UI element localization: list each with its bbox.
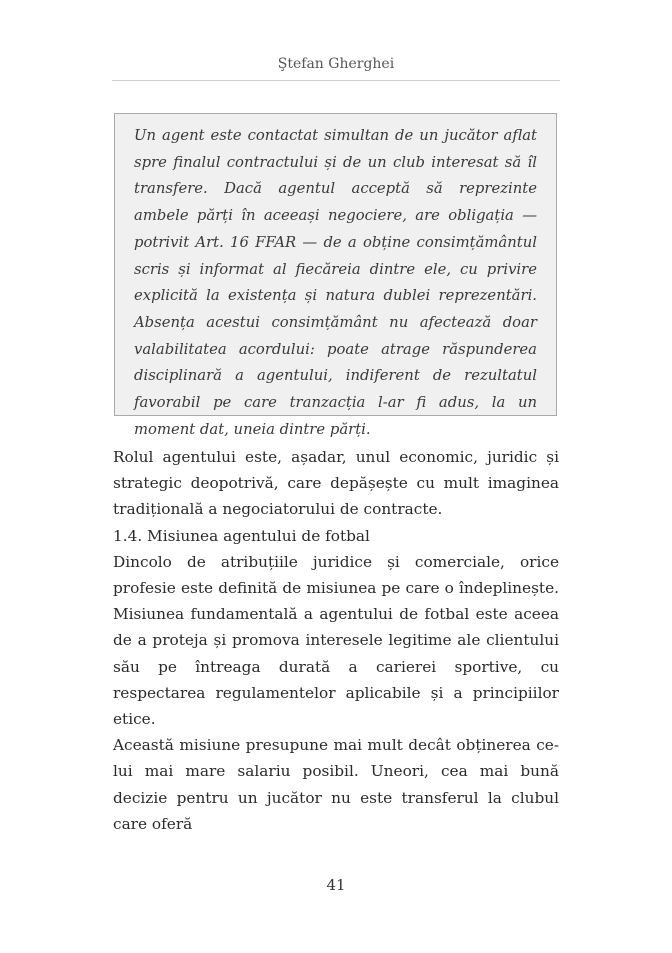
paragraph-mission: Dincolo de atribuțiile juridice și comerciale, orice profesie este definită de misiunea pe care o îndeplinește. Misiunea fundamentală a agentului de fotbal este aceea de a proteja și promova interesele legitime ale clientului său pe întreaga durată a carierei sportive, cu respectarea regulamentelor aplicabile și a principiilor etice. [113, 552, 559, 729]
page-number: 41 [326, 876, 346, 894]
section-heading: 1.4. Misiunea agentului de fotbal [113, 526, 370, 545]
running-header-author: Ştefan Gherghei [277, 56, 395, 72]
callout-text: Un agent este contactat simultan de un jucător aflat spre finalul contractului și de un club interesat să îl transfere. Dacă agentul acceptă să reprezinte ambele părți în aceeași negociere, are obligația — potrivit Art. 16 FFAR — de a obține consimțământul scris și informat al fiecăreia dintre ele, cu privire explicită la existența și natura dublei reprezentări. Absența acestui consimțământ nu afectează doar valabilitatea acordului: poate atrage răspunderea disciplinară a agentului, indiferent de rezultatul favorabil pe care tranzacția l-ar fi adus, la un moment dat, uneia dintre părți. [134, 127, 537, 438]
paragraph-agent-role: Rolul agentului este, așadar, unul economic, juridic și strategic deopotrivă, care depășește cu mult imaginea tradițională a negociatorului de contracte. [113, 448, 559, 519]
header-divider [112, 80, 560, 81]
main-text [113, 444, 559, 837]
example-callout-box [114, 113, 557, 438]
paragraph-mission-continued: Această misiune presupune mai mult decât obținerea celui mai mare salariu posibil. Uneori, cea mai bună decizie pentru un jucător nu este transferul la clubul care oferă [113, 736, 559, 833]
